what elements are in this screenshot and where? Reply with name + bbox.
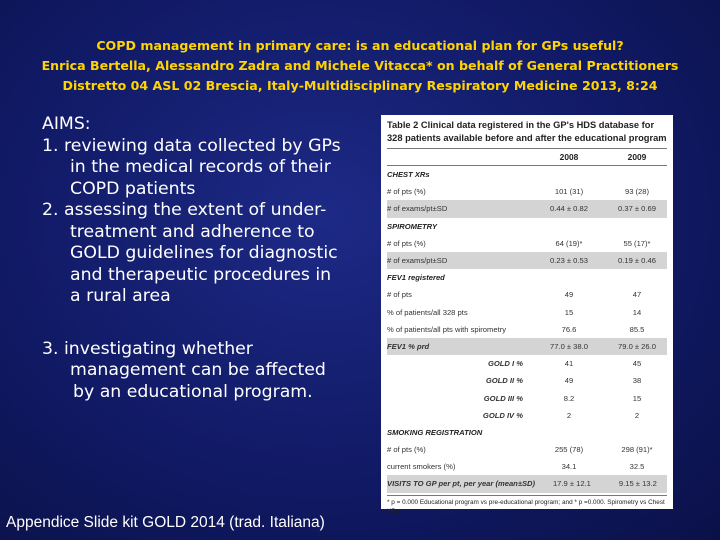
aim-3-line: 3. investigating whether — [42, 338, 253, 359]
table-row — [387, 441, 667, 458]
table-body — [381, 166, 673, 493]
aim-3-line: management can be affected — [70, 360, 326, 380]
table-row — [387, 355, 667, 372]
aim-2-line: GOLD guidelines for diagnostic — [70, 243, 338, 263]
aims-list — [42, 114, 372, 403]
column-header-2009: 2009 — [627, 152, 647, 162]
slide-header — [0, 36, 720, 96]
value-2009: 0.37 ± 0.69 — [618, 204, 656, 214]
table-footnote: * p = 0.000 Educational program vs pre-educational program; and * p =0.000. Spirometry vs Chest XRs. — [387, 498, 665, 515]
row-label: SPIROMETRY — [387, 221, 438, 231]
table-row — [387, 407, 667, 424]
table-row — [387, 183, 667, 200]
table-row — [387, 269, 667, 286]
value-2008: 2 — [566, 410, 572, 420]
table-row — [387, 286, 667, 303]
value-2009: 2 — [634, 410, 640, 420]
value-2009: 45 — [632, 359, 642, 369]
row-label: FEV1 registered — [387, 273, 445, 283]
row-label: CHEST XRs — [387, 170, 430, 180]
paper-authors: Enrica Bertella, Alessandro Zadra and Michele Vitacca* on behalf of General Practitioners — [41, 58, 679, 73]
table-row — [387, 389, 667, 406]
value-2008: 34.1 — [561, 462, 577, 472]
table-row — [387, 304, 667, 321]
value-2008: 101 (31) — [554, 187, 584, 197]
value-2009: 38 — [632, 376, 642, 386]
table-row — [387, 166, 667, 183]
table-row — [387, 458, 667, 475]
value-2008: 255 (78) — [554, 445, 584, 455]
value-2009: 0.19 ± 0.46 — [618, 256, 656, 266]
table-row — [387, 321, 667, 338]
slide-footer: Appendice Slide kit GOLD 2014 (trad. Italiana) — [6, 514, 325, 531]
row-label: # of exams/pt±SD — [387, 256, 448, 266]
value-2009: 47 — [632, 290, 642, 300]
value-2009: 79.0 ± 26.0 — [618, 341, 656, 351]
table-row — [387, 475, 667, 492]
table-row — [387, 200, 667, 217]
row-label: VISITS TO GP per pt, per year (mean±SD) — [387, 479, 536, 489]
row-label: SMOKING REGISTRATION — [387, 427, 483, 437]
value-2009: 14 — [632, 307, 642, 317]
value-2009: 93 (28) — [624, 187, 650, 197]
value-2008: 41 — [564, 359, 574, 369]
value-2009: 85.5 — [629, 324, 645, 334]
row-label: GOLD IV % — [482, 410, 523, 420]
row-label: # of pts (%) — [387, 445, 426, 455]
table-row — [387, 252, 667, 269]
table-row — [387, 372, 667, 389]
row-label: # of pts (%) — [387, 238, 426, 248]
table-caption: Table 2 Clinical data registered in the GP's HDS database for 328 patients available before and after the educational program — [387, 120, 667, 143]
aim-2-line: 2. assessing the extent of under- — [42, 200, 327, 220]
aim-2-line: and therapeutic procedures in — [70, 264, 332, 285]
value-2008: 17.9 ± 12.1 — [552, 479, 591, 489]
row-label: GOLD III % — [483, 393, 523, 403]
value-2008: 8.2 — [563, 393, 575, 403]
row-label: current smokers (%) — [387, 462, 456, 472]
value-2008: 64 (19)* — [555, 238, 583, 248]
aim-2-line: a rural area — [70, 286, 171, 306]
table-row — [387, 338, 667, 355]
row-label: GOLD II % — [485, 376, 523, 386]
row-label: % of patients/all pts with spirometry — [387, 324, 507, 334]
value-2008: 0.44 ± 0.82 — [550, 204, 588, 214]
aim-1-line: COPD patients — [70, 178, 196, 199]
row-label: % of patients/all 328 pts — [387, 307, 468, 317]
aims-title: AIMS: — [42, 114, 91, 134]
value-2008: 76.6 — [561, 324, 577, 334]
table-row — [387, 235, 667, 252]
row-label: # of exams/pt±SD — [387, 204, 448, 214]
clinical-data-table — [381, 115, 673, 515]
value-2009: 15 — [632, 393, 642, 403]
value-2009: 9.15 ± 13.2 — [618, 479, 657, 489]
aim-3-line: by an educational program. — [73, 381, 313, 402]
value-2008: 77.0 ± 38.0 — [550, 341, 588, 351]
row-label: FEV1 % prd — [387, 341, 430, 351]
spacer — [42, 308, 372, 339]
value-2008: 15 — [564, 307, 574, 317]
value-2009: 55 (17)* — [623, 238, 651, 248]
value-2009: 298 (91)* — [621, 445, 653, 455]
table-header-row — [387, 149, 667, 165]
row-label: GOLD I % — [487, 359, 523, 369]
row-label: # of pts — [387, 290, 412, 300]
paper-citation: Distretto 04 ASL 02 Brescia, Italy-Multidisciplinary Respiratory Medicine 2013, 8:24 — [62, 78, 658, 93]
table-row — [387, 218, 667, 235]
value-2008: 49 — [564, 376, 574, 386]
aim-1-line: in the medical records of their — [70, 157, 331, 177]
table-row — [387, 424, 667, 441]
column-header-2008: 2008 — [559, 152, 579, 162]
aim-2-line: treatment and adherence to — [70, 221, 315, 242]
value-2008: 49 — [564, 290, 574, 300]
value-2009: 32.5 — [629, 462, 645, 472]
value-2008: 0.23 ± 0.53 — [550, 256, 588, 266]
paper-title: COPD management in primary care: is an educational plan for GPs useful? — [96, 38, 624, 53]
row-label: # of pts (%) — [387, 187, 426, 197]
aim-1-line: 1. reviewing data collected by GPs — [42, 135, 341, 156]
